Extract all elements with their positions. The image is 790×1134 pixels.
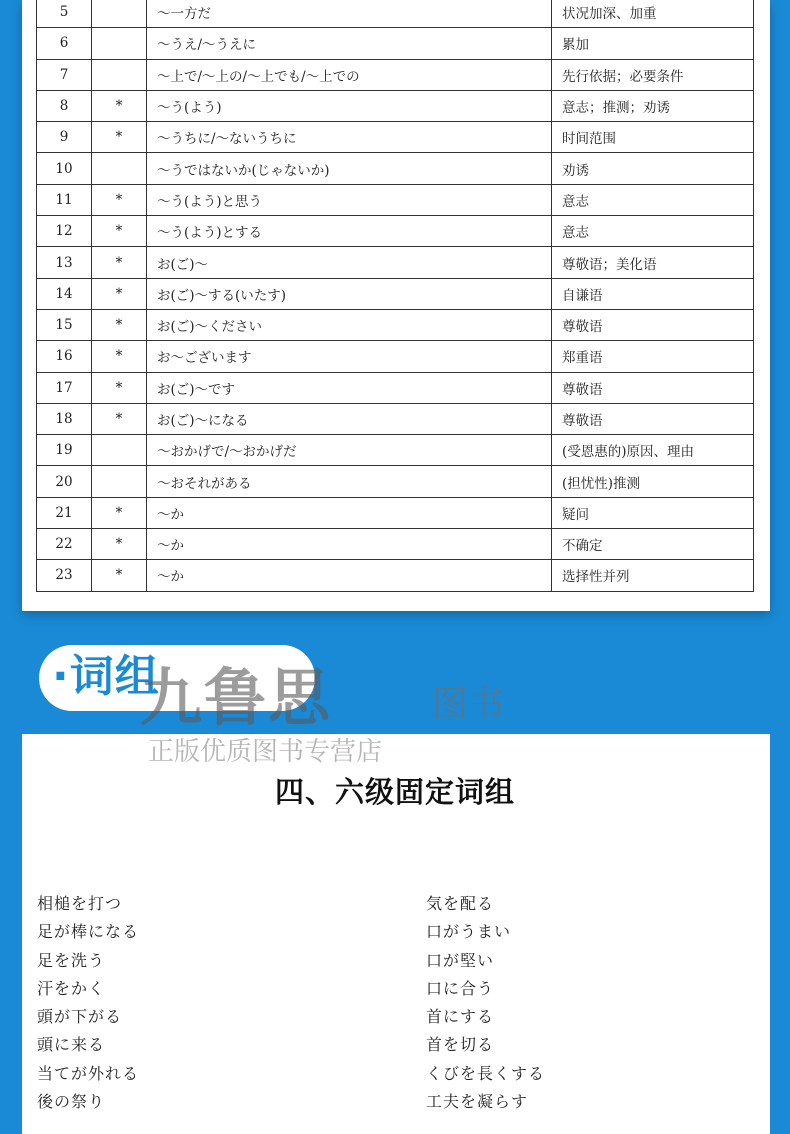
table-row [37,372,754,403]
row-star-mark [92,0,147,28]
row-star-mark [92,153,147,184]
row-meaning: 状况加深、加重 [552,0,754,28]
row-star-mark: * [92,497,147,528]
row-expression: お～ございます [147,341,552,372]
phrase-item: 当てが外れる [37,1063,140,1083]
row-number: 11 [37,184,92,215]
row-meaning: 不确定 [552,529,754,560]
table-row [37,90,754,121]
section-title: 四、六级固定词组 [274,775,515,809]
table-row [37,309,754,340]
row-meaning: 选择性并列 [552,560,754,591]
row-number: 16 [37,341,92,372]
phrase-item: 頭に来る [37,1035,106,1055]
phrase-item: 後の祭り [37,1092,106,1112]
row-number: 17 [37,372,92,403]
row-number: 12 [37,216,92,247]
table-row [37,341,754,372]
phrase-item: 口に合う [426,978,495,998]
phrase-item: 足を洗う [37,950,106,970]
row-expression: ～か [147,497,552,528]
row-star-mark: * [92,216,147,247]
phrase-item: 汗をかく [37,978,106,998]
row-number: 23 [37,560,92,591]
row-meaning: 尊敬语 [552,309,754,340]
table-row [37,529,754,560]
phrase-item: 口が堅い [426,950,495,970]
row-meaning: 郑重语 [552,341,754,372]
row-meaning: 时间范围 [552,122,754,153]
row-number: 22 [37,529,92,560]
row-expression: ～か [147,560,552,591]
row-number: 8 [37,90,92,121]
row-star-mark [92,435,147,466]
row-star-mark [92,28,147,59]
phrase-item: 工夫を凝らす [426,1092,529,1112]
row-expression: ～おそれがある [147,466,552,497]
section-pill-label: ·词组 [52,651,160,702]
row-number: 9 [37,122,92,153]
row-number: 7 [37,59,92,90]
row-star-mark: * [92,309,147,340]
row-meaning: 累加 [552,28,754,59]
table-row [37,28,754,59]
row-meaning: 尊敬语；美化语 [552,247,754,278]
watermark-brand: 九鲁思 [140,661,333,734]
row-meaning: 意志 [552,216,754,247]
phrase-list-left [37,890,139,1116]
table-row [37,216,754,247]
phrase-item: 首を切る [426,1035,495,1055]
row-meaning: 劝诱 [552,153,754,184]
row-number: 5 [37,0,92,28]
phrase-item: くびを長くする [426,1063,546,1083]
row-star-mark: * [92,90,147,121]
row-expression: ～うではないか(じゃないか) [147,153,552,184]
row-meaning: 自谦语 [552,278,754,309]
row-number: 18 [37,403,92,434]
row-number: 10 [37,153,92,184]
row-star-mark: * [92,560,147,591]
table-row [37,278,754,309]
row-meaning: 意志；推测；劝诱 [552,90,754,121]
table-row [37,403,754,434]
table-row [37,0,754,28]
row-expression: ～一方だ [147,0,552,28]
row-meaning: 尊敬语 [552,372,754,403]
row-star-mark: * [92,529,147,560]
row-star-mark: * [92,341,147,372]
row-star-mark: * [92,122,147,153]
row-star-mark [92,466,147,497]
row-expression: お(ご)～する(いたす) [147,278,552,309]
row-number: 13 [37,247,92,278]
row-star-mark: * [92,247,147,278]
row-meaning: 疑问 [552,497,754,528]
grammar-table [36,0,754,592]
row-expression: お(ご)～ください [147,309,552,340]
phrase-item: 相槌を打つ [37,894,123,913]
row-expression: ～おかげで/～おかげだ [147,435,552,466]
table-row [37,247,754,278]
table-row [37,435,754,466]
row-expression: お(ご)～ [147,247,552,278]
row-meaning: (受恩惠的)原因、理由 [552,435,754,466]
table-row [37,560,754,591]
phrase-list-right [426,890,545,1116]
row-number: 21 [37,497,92,528]
phrase-item: 首にする [426,1007,495,1027]
row-meaning: (担忧性)推测 [552,466,754,497]
row-expression: ～か [147,529,552,560]
table-row [37,497,754,528]
phrase-item: 口がうまい [426,922,512,942]
row-meaning: 尊敬语 [552,403,754,434]
row-expression: ～上で/～上の/～上でも/～上での [147,59,552,90]
row-number: 19 [37,435,92,466]
row-expression: ～う(よう)と思う [147,184,552,215]
row-expression: お(ご)～です [147,372,552,403]
table-row [37,122,754,153]
row-number: 20 [37,466,92,497]
row-star-mark [92,59,147,90]
table-row [37,59,754,90]
watermark-book: 图书 [432,684,505,725]
table-row [37,153,754,184]
row-expression: お(ご)～になる [147,403,552,434]
row-expression: ～うえ/～うえに [147,28,552,59]
row-number: 6 [37,28,92,59]
table-row [37,466,754,497]
row-star-mark: * [92,372,147,403]
row-expression: ～う(よう)とする [147,216,552,247]
row-meaning: 先行依据；必要条件 [552,59,754,90]
table-row [37,184,754,215]
row-star-mark: * [92,403,147,434]
phrase-item: 頭が下がる [37,1007,123,1027]
row-meaning: 意志 [552,184,754,215]
phrase-item: 気を配る [426,894,495,913]
row-star-mark: * [92,278,147,309]
row-star-mark: * [92,184,147,215]
phrase-item: 足が棒になる [37,922,140,942]
row-number: 15 [37,309,92,340]
watermark-store: 正版优质图书专营店 [148,737,383,767]
row-expression: ～う(よう) [147,90,552,121]
row-expression: ～うちに/～ないうちに [147,122,552,153]
row-number: 14 [37,278,92,309]
